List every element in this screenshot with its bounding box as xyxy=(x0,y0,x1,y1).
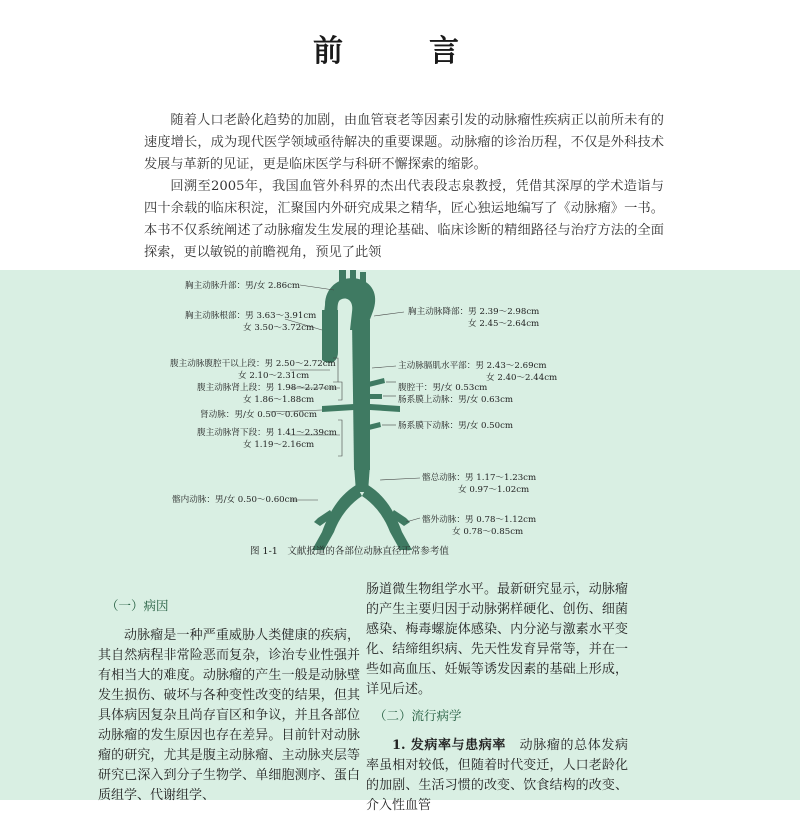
aorta-diameter-figure xyxy=(0,270,800,570)
label-sma: 肠系膜上动脉：男/女 0.63cm xyxy=(398,395,514,405)
leader-lines-right xyxy=(372,312,420,522)
label-infrarenal-aorta: 腹主动脉肾下段：男 1.41～2.39cm xyxy=(197,428,337,438)
arch-branch-2 xyxy=(350,270,356,282)
celiac-trunk xyxy=(368,378,385,387)
label-aortic-root: 胸主动脉根部：男 3.63～3.91cm xyxy=(185,311,317,321)
aortic-root xyxy=(322,310,338,363)
incidence-subheading: 1. 发病率与患病率 xyxy=(392,738,507,753)
arch-branch-3 xyxy=(360,272,366,284)
descending-aorta xyxy=(352,320,370,470)
label-supraceliac-aorta: 腹主动脉腹腔干以上段：男 2.50～2.72cm xyxy=(170,359,336,369)
label-ima: 肠系膜下动脉：男/女 0.50cm xyxy=(398,421,514,431)
label-external-iliac: 髂外动脉：男 0.78～1.12cm xyxy=(422,515,537,525)
label-external-iliac-female: 女 0.78～0.85cm xyxy=(452,527,524,537)
page-title: 前 言 xyxy=(313,34,487,69)
right-column xyxy=(366,580,628,816)
label-ascending-aorta: 胸主动脉升部：男/女 2.86cm xyxy=(185,281,301,291)
figure-caption: 图 1-1 文献报道的各部位动脉直径正常参考值 xyxy=(250,546,449,557)
etiology-paragraph: 动脉瘤是一种严重威胁人类健康的疾病，其自然病程非常险恶而复杂，诊治专业性强并有相当大的难度。动脉瘤的产生一般是动脉壁发生损伤、破坏与各种变性改变的结果，但其具体病因复杂且尚存盲区和争议，并且各部位动脉瘤的发生原因也存在差异。目前针对动脉瘤的研究，尤其是腹主动脉瘤、主动脉夹层等研究已深入到分子生物学、单细胞测序、蛋白质组学、代谢组学、 xyxy=(98,628,360,803)
section-heading-epidemiology: （二）流行病学 xyxy=(374,708,462,723)
label-aortic-root-female: 女 3.50～3.72cm xyxy=(243,323,315,333)
superior-mesenteric-artery xyxy=(368,394,382,399)
label-suprarenal-aorta: 腹主动脉肾上段：男 1.98～2.27cm xyxy=(197,383,337,393)
label-renal-artery: 肾动脉：男/女 0.50～0.60cm xyxy=(200,410,318,420)
label-diaphragmatic-aorta-female: 女 2.40～2.44cm xyxy=(486,373,558,383)
preface-paragraph-2: 回溯至2005年，我国血管外科界的杰出代表段志泉教授，凭借其深厚的学术造诣与四十余载的临床积淀，汇聚国内外研究成果之精华，匠心独运地编写了《动脉瘤》一书。本书不仅系统阐述了动脉瘤发生发展的理论基础、临床诊断的精细路径与治疗方法的全面探索，更以敏锐的前瞻视角，预见了此领 xyxy=(144,179,664,260)
incidence-text: 动脉瘤的总体发病率虽相对较低，但随着时代变迁，人口老龄化的加剧、生活习惯的改变、饮食结构的改变、介入性血管 xyxy=(366,738,628,813)
preface-text xyxy=(144,110,664,264)
arch-branch-1 xyxy=(339,270,346,284)
renal-artery-right xyxy=(370,404,400,412)
label-infrarenal-aorta-female: 女 1.19～2.16cm xyxy=(243,440,315,450)
label-internal-iliac: 髂内动脉：男/女 0.50～0.60cm xyxy=(172,495,298,505)
left-column xyxy=(98,590,360,806)
aorta-illustration xyxy=(0,270,800,550)
label-descending-aorta: 胸主动脉降部：男 2.39～2.98cm xyxy=(408,307,540,317)
label-supraceliac-aorta-female: 女 2.10～2.31cm xyxy=(238,371,310,381)
label-common-iliac: 髂总动脉：男 1.17～1.23cm xyxy=(422,473,537,483)
etiology-continued-paragraph: 肠道微生物组学水平。最新研究显示，动脉瘤的产生主要归因于动脉粥样硬化、创伤、细菌感染、梅毒螺旋体感染、内分泌与激素水平变化、结缔组织病、先天性发育异常等，并在一些如高血压、妊娠等诱发因素的基础上形成，详见后述。 xyxy=(366,582,628,697)
incidence-paragraph xyxy=(366,736,628,816)
label-common-iliac-female: 女 0.97～1.02cm xyxy=(458,485,530,495)
section-heading-etiology: （一）病因 xyxy=(106,598,169,613)
label-descending-aorta-female: 女 2.45～2.64cm xyxy=(468,319,540,329)
label-celiac-trunk: 腹腔干：男/女 0.53cm xyxy=(398,383,488,393)
renal-artery-left xyxy=(322,404,354,412)
label-suprarenal-aorta-female: 女 1.86～1.88cm xyxy=(243,395,315,405)
preface-paragraph-1: 随着人口老龄化趋势的加剧，由血管衰老等因素引发的动脉瘤性疾病正以前所未有的速度增长，成为现代医学领域亟待解决的重要课题。动脉瘤的诊治历程，不仅是外科技术发展与革新的见证，更是临床医学与科研不懈探索的缩影。 xyxy=(144,113,664,172)
label-diaphragmatic-aorta: 主动脉膈肌水平部：男 2.43～2.69cm xyxy=(398,361,547,371)
